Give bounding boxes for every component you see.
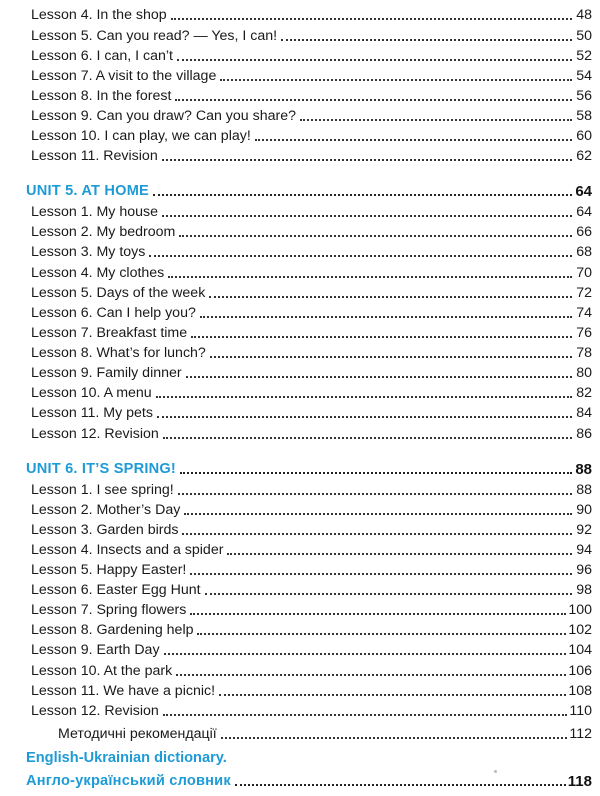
entry-title: Lesson 6. Can I help you? xyxy=(31,305,196,321)
entry-page: 82 xyxy=(576,385,592,401)
entry-page: 62 xyxy=(576,148,592,164)
dot-leader xyxy=(200,316,572,318)
entry-title: Lesson 7. Spring flowers xyxy=(31,602,187,618)
toc-entry[interactable] xyxy=(26,302,592,322)
toc-entry[interactable] xyxy=(26,519,592,539)
toc-entry[interactable] xyxy=(26,342,592,362)
dot-leader xyxy=(255,139,572,141)
entry-title: Lesson 3. Garden birds xyxy=(31,522,179,538)
entry-page: 106 xyxy=(568,663,592,679)
dot-leader xyxy=(220,79,572,81)
toc-entry[interactable] xyxy=(26,221,592,241)
toc-entry[interactable] xyxy=(26,382,592,402)
entry-title: Lesson 11. We have a picnic! xyxy=(31,683,216,699)
dot-leader xyxy=(209,296,572,298)
entry-page: 50 xyxy=(576,28,592,44)
toc-entry[interactable] xyxy=(26,145,592,165)
unit-page: 88 xyxy=(575,461,592,478)
entry-title: Lesson 7. A visit to the village xyxy=(31,68,217,84)
entry-title: Lesson 12. Revision xyxy=(31,703,159,719)
entry-page: 84 xyxy=(576,405,592,421)
entry-title: Lesson 2. My bedroom xyxy=(31,224,176,240)
entry-page: 52 xyxy=(576,48,592,64)
entry-page: 100 xyxy=(568,602,592,618)
unit-heading[interactable] xyxy=(26,180,592,200)
entry-page: 54 xyxy=(576,68,592,84)
entry-title: Lesson 8. In the forest xyxy=(31,88,172,104)
toc-entry[interactable] xyxy=(26,45,592,65)
dot-leader xyxy=(300,119,572,121)
toc-entry[interactable] xyxy=(26,579,592,599)
toc-entry[interactable] xyxy=(26,322,592,342)
toc-entry[interactable] xyxy=(26,479,592,499)
entry-title: Lesson 1. I see spring! xyxy=(31,482,174,498)
dot-leader xyxy=(221,737,568,739)
dot-leader xyxy=(210,356,572,358)
entry-title: Lesson 5. Can you read? — Yes, I can! xyxy=(31,28,278,44)
entry-page: 64 xyxy=(576,204,592,220)
entry-page: 108 xyxy=(568,683,592,699)
dot-leader xyxy=(177,59,572,61)
entry-page: 80 xyxy=(576,365,592,381)
entry-title: Lesson 8. Gardening help xyxy=(31,622,194,638)
entry-title: Lesson 4. My clothes xyxy=(31,265,165,281)
toc-entry[interactable] xyxy=(26,402,592,422)
entry-title: Lesson 6. I can, I can’t xyxy=(31,48,173,64)
dot-leader xyxy=(179,235,572,237)
entry-title: Lesson 4. Insects and a spider xyxy=(31,542,224,558)
entry-title: Lesson 9. Can you draw? Can you share? xyxy=(31,108,296,124)
dot-leader xyxy=(178,493,572,495)
toc-entry[interactable] xyxy=(26,639,592,659)
toc-entry[interactable] xyxy=(26,539,592,559)
entry-page: 102 xyxy=(568,622,592,638)
entry-page: 86 xyxy=(576,426,592,442)
toc-entry[interactable] xyxy=(26,362,592,382)
toc-entry[interactable] xyxy=(26,241,592,261)
entry-title: Методичні рекомендації xyxy=(58,726,217,742)
entry-title: Lesson 7. Breakfast time xyxy=(31,325,188,341)
dot-leader xyxy=(162,215,572,217)
entry-page: 74 xyxy=(576,305,592,321)
entry-title: Lesson 12. Revision xyxy=(31,426,159,442)
toc-entry[interactable] xyxy=(26,660,592,680)
dot-leader xyxy=(205,593,572,595)
entry-title: Lesson 10. A menu xyxy=(31,385,152,401)
toc-entry[interactable] xyxy=(26,619,592,639)
toc-entry-methodology[interactable] xyxy=(26,723,592,743)
dot-leader xyxy=(190,573,572,575)
toc-entry[interactable] xyxy=(26,201,592,221)
dot-leader xyxy=(157,416,572,418)
unit-title: UNIT 5. AT HOME xyxy=(26,183,149,199)
toc-entry[interactable] xyxy=(26,65,592,85)
dot-leader xyxy=(227,553,572,555)
entry-page: 48 xyxy=(576,7,592,23)
dot-leader xyxy=(191,336,572,338)
entry-page: 58 xyxy=(576,108,592,124)
entry-title: Lesson 10. I can play, we can play! xyxy=(31,128,251,144)
dot-leader xyxy=(163,714,568,716)
dictionary-title-uk: Англо-український словник xyxy=(26,773,231,789)
entry-title: Lesson 1. My house xyxy=(31,204,158,220)
dictionary-title-en[interactable]: English-Ukrainian dictionary. xyxy=(26,750,227,766)
toc-entry[interactable] xyxy=(26,4,592,24)
dot-leader xyxy=(163,437,572,439)
dot-leader xyxy=(281,39,572,41)
toc-entry[interactable] xyxy=(26,282,592,302)
dot-leader xyxy=(197,633,566,635)
entry-title: Lesson 2. Mother’s Day xyxy=(31,502,181,518)
entry-page: 104 xyxy=(568,642,592,658)
dot-leader xyxy=(149,255,572,257)
unit-page: 64 xyxy=(575,183,592,200)
unit-heading[interactable] xyxy=(26,458,592,478)
entry-title: Lesson 5. Days of the week xyxy=(31,285,206,301)
dot-leader xyxy=(219,694,566,696)
entry-page: 98 xyxy=(576,582,592,598)
entry-title: Lesson 3. My toys xyxy=(31,244,146,260)
toc-entry[interactable] xyxy=(26,499,592,519)
dot-leader xyxy=(153,194,572,196)
dot-leader xyxy=(184,513,572,515)
dot-leader xyxy=(186,376,572,378)
entry-page: 78 xyxy=(576,345,592,361)
dot-leader xyxy=(162,159,572,161)
entry-page: 66 xyxy=(576,224,592,240)
entry-page: 96 xyxy=(576,562,592,578)
dot-leader xyxy=(235,784,566,786)
dot-leader xyxy=(176,674,566,676)
toc-entry[interactable] xyxy=(26,85,592,105)
dot-leader xyxy=(190,613,566,615)
dot-leader xyxy=(180,472,572,474)
toc-entry[interactable] xyxy=(26,423,592,443)
toc-entry[interactable] xyxy=(26,680,592,700)
entry-page: 88 xyxy=(576,482,592,498)
entry-page: 110 xyxy=(569,703,592,719)
entry-title: Lesson 5. Happy Easter! xyxy=(31,562,187,578)
entry-page: 70 xyxy=(576,265,592,281)
entry-title: Lesson 11. My pets xyxy=(31,405,153,421)
entry-page: 72 xyxy=(576,285,592,301)
entry-page: 68 xyxy=(576,244,592,260)
dictionary-heading[interactable] xyxy=(26,770,592,790)
dot-leader xyxy=(171,18,572,20)
entry-title: Lesson 10. At the park xyxy=(31,663,173,679)
dot-leader xyxy=(168,276,572,278)
entry-page: 92 xyxy=(576,522,592,538)
dot-leader xyxy=(175,99,572,101)
toc-entry[interactable] xyxy=(26,105,592,125)
entry-title: Lesson 11. Revision xyxy=(31,148,158,164)
toc-entry[interactable] xyxy=(26,262,592,282)
toc-entry[interactable] xyxy=(26,599,592,619)
entry-page: 94 xyxy=(576,542,592,558)
entry-page: 76 xyxy=(576,325,592,341)
dictionary-page: 118 xyxy=(567,773,592,790)
entry-title: Lesson 6. Easter Egg Hunt xyxy=(31,582,201,598)
entry-title: Lesson 8. What’s for lunch? xyxy=(31,345,206,361)
entry-title: Lesson 9. Family dinner xyxy=(31,365,182,381)
toc-entry[interactable] xyxy=(26,25,592,45)
dot-leader xyxy=(156,396,572,398)
toc-entry[interactable] xyxy=(26,559,592,579)
entry-page: 60 xyxy=(576,128,592,144)
entry-title: Lesson 4. In the shop xyxy=(31,7,167,23)
unit-title: UNIT 6. IT’S SPRING! xyxy=(26,461,176,477)
toc-entry[interactable] xyxy=(26,125,592,145)
paper-speck xyxy=(494,770,497,773)
dot-leader xyxy=(182,533,572,535)
dot-leader xyxy=(164,653,567,655)
toc-entry[interactable] xyxy=(26,700,592,720)
entry-title: Lesson 9. Earth Day xyxy=(31,642,160,658)
entry-page: 112 xyxy=(569,726,592,742)
entry-page: 90 xyxy=(576,502,592,518)
entry-page: 56 xyxy=(576,88,592,104)
